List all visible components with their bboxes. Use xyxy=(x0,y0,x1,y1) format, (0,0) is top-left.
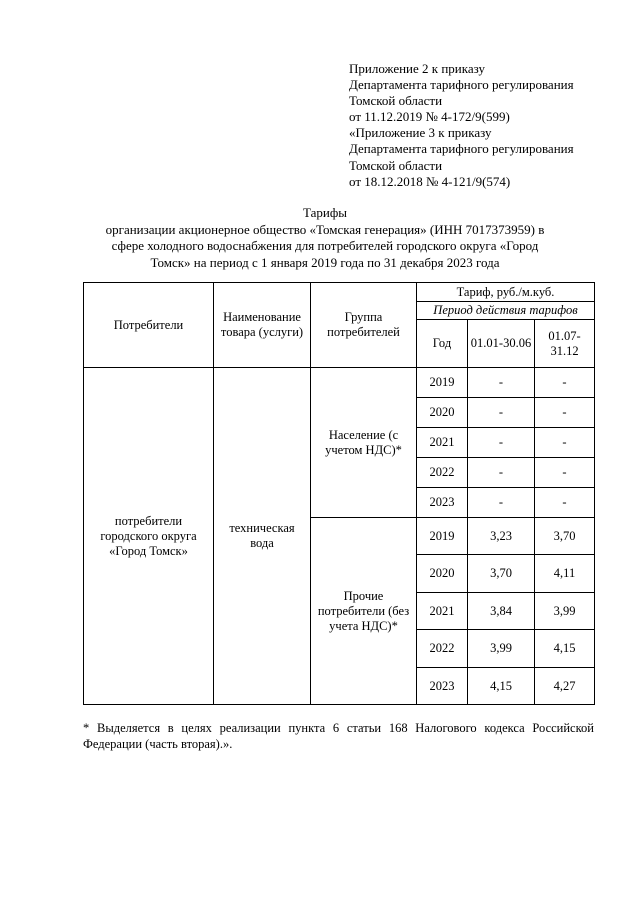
tariff-h1-cell: 3,23 xyxy=(468,518,535,555)
order-reference-block xyxy=(349,61,609,190)
order-reference-line: «Приложение 3 к приказу xyxy=(349,125,492,141)
tariff-h2-cell: 4,27 xyxy=(535,668,595,705)
tariff-h1-cell: - xyxy=(468,458,535,488)
order-reference-line: Департамента тарифного регулирования xyxy=(349,141,574,157)
tariff-h1-cell: - xyxy=(468,398,535,428)
header-goods: Наименование товара (услуги) xyxy=(214,283,311,368)
year-cell: 2020 xyxy=(417,398,468,428)
year-cell: 2023 xyxy=(417,488,468,518)
title-line: организации акционерное общество «Томская генерация» (ИНН 7017373959) в xyxy=(105,221,545,237)
tariff-h1-cell: 3,99 xyxy=(468,630,535,668)
group-cell: Население (с учетом НДС)* xyxy=(311,368,417,518)
footnote: * Выделяется в целях реализации пункта 6 статьи 168 Налогового кодекса Российской Федерации (часть вторая).». xyxy=(83,721,594,751)
year-cell: 2022 xyxy=(417,458,468,488)
table-header-row xyxy=(84,283,595,302)
tariff-table xyxy=(83,282,595,705)
consumer-cell: потребители городского округа «Город Томск» xyxy=(84,368,214,705)
tariff-h2-cell: - xyxy=(535,398,595,428)
order-reference-line: от 18.12.2018 № 4-121/9(574) xyxy=(349,173,511,189)
year-cell: 2023 xyxy=(417,668,468,705)
tariff-h2-cell: - xyxy=(535,458,595,488)
year-cell: 2022 xyxy=(417,630,468,668)
tariff-h2-cell: 3,99 xyxy=(535,593,595,630)
document-title xyxy=(95,205,555,271)
tariff-h2-cell: - xyxy=(535,488,595,518)
year-cell: 2020 xyxy=(417,555,468,593)
goods-cell: техническая вода xyxy=(214,368,311,705)
year-cell: 2021 xyxy=(417,428,468,458)
year-cell: 2019 xyxy=(417,518,468,555)
tariff-h2-cell: 3,70 xyxy=(535,518,595,555)
title-line: Томск» на период с 1 января 2019 года по 31 декабря 2023 года xyxy=(150,254,500,270)
header-half1: 01.01-30.06 xyxy=(468,320,535,368)
header-consumers: Потребители xyxy=(84,283,214,368)
order-reference-line: Томской области xyxy=(349,93,443,109)
header-group: Группа потребителей xyxy=(311,283,417,368)
tariff-h1-cell: 3,70 xyxy=(468,555,535,593)
tariff-h1-cell: - xyxy=(468,368,535,398)
tariff-h1-cell: 3,84 xyxy=(468,593,535,630)
order-reference-line: Томской области xyxy=(349,157,443,173)
order-reference-line: Департамента тарифного регулирования xyxy=(349,77,574,93)
tariff-h2-cell: 4,11 xyxy=(535,555,595,593)
year-cell: 2021 xyxy=(417,593,468,630)
header-half2: 01.07-31.12 xyxy=(535,320,595,368)
tariff-h1-cell: - xyxy=(468,488,535,518)
tariff-h2-cell: - xyxy=(535,368,595,398)
header-period: Период действия тарифов xyxy=(417,302,595,320)
header-tariff: Тариф, руб./м.куб. xyxy=(417,283,595,302)
tariff-h1-cell: - xyxy=(468,428,535,458)
group-cell: Прочие потребители (без учета НДС)* xyxy=(311,518,417,705)
year-cell: 2019 xyxy=(417,368,468,398)
header-year: Год xyxy=(417,320,468,368)
order-reference-line: от 11.12.2019 № 4-172/9(599) xyxy=(349,109,510,125)
table-row xyxy=(84,368,595,398)
tariff-h1-cell: 4,15 xyxy=(468,668,535,705)
title-line: сфере холодного водоснабжения для потребителей городского округа «Город xyxy=(111,238,539,253)
title-heading: Тарифы xyxy=(302,205,347,220)
tariff-h2-cell: 4,15 xyxy=(535,630,595,668)
order-reference-line: Приложение 2 к приказу xyxy=(349,61,486,76)
tariff-h2-cell: - xyxy=(535,428,595,458)
